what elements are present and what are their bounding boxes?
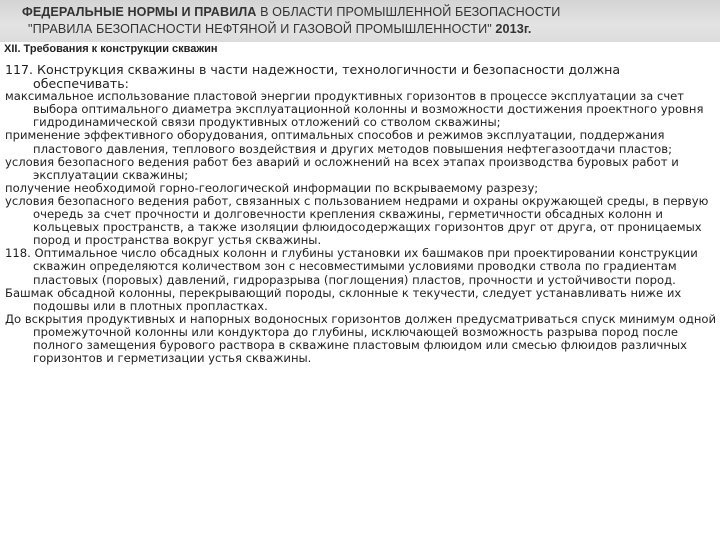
title-bold: ФЕДЕРАЛЬНЫЕ НОРМЫ И ПРАВИЛА xyxy=(22,5,257,19)
paragraph-item: условия безопасного ведения работ, связанных с пользованием недрами и охраны окружающей среды, в первую очередь за счет прочности и долговечности крепления скважины, герметичности обсадных колонн и кольцевых пространств, а также изоляции флюидосодержащих горизонтов друг от друга, от проницаемых пород и пространства вокруг устья скважины. xyxy=(5,193,709,248)
paragraph-117: 117. Конструкция скважины в части надежности, технологичности и безопасности должна обеспечивать: xyxy=(5,62,621,91)
document-body xyxy=(5,63,717,365)
title-rules-name: "ПРАВИЛА БЕЗОПАСНОСТИ НЕФТЯНОЙ И ГАЗОВОЙ ПРОМЫШЛЕННОСТИ" xyxy=(28,22,496,36)
paragraph-item: условия безопасного ведения работ без аварий и осложнений на всех этапах производства буровых работ и эксплуатации скважины; xyxy=(5,154,679,182)
paragraph-item: Башмак обсадной колонны, перекрывающий породы, склонные к текучести, следует устанавливать ниже их подошвы или в плотных пропластках. xyxy=(5,285,682,313)
paragraph-item: максимальное использование пластовой энергии продуктивных горизонтов в процессе эксплуатации за счет выбора оптимального диаметра эксплуатационной колонны и возможности достижения проектного уровня гидродинамической связи продуктивных отложений со стволом скважины; xyxy=(5,89,704,130)
paragraph-item: До вскрытия продуктивных и напорных водоносных горизонтов должен предусматриваться спуск минимум одной промежуточной колонны или кондуктора до глубины, исключающей возможность разрыва пород после полного замещения бурового раствора в скважине пластовым флюидом или смесью флюидов различных горизонтов и герметизации устья скважины. xyxy=(5,311,717,366)
title-rest: В ОБЛАСТИ ПРОМЫШЛЕННОЙ БЕЗОПАСНОСТИ xyxy=(256,5,561,19)
title-bar xyxy=(0,0,720,42)
paragraph-item: применение эффективного оборудования, оптимальных способов и режимов эксплуатации, поддержания пластового давления, теплового воздействия и других методов повышения нефтегазоотдачи пластов; xyxy=(5,128,672,156)
page-title xyxy=(22,4,712,38)
section-heading: XII. Требования к конструкции скважин xyxy=(4,43,218,55)
paragraph-item: получение необходимой горно-геологической информации по вскрываемому разрезу; xyxy=(5,180,539,195)
paragraph-118: 118. Оптимальное число обсадных колонн и глубины установки их башмаков при проектировании конструкции скважин определяются количеством зон с несовместимыми условиями проводки ствола по градиентам пластовых (поровых) давлений, гидроразрыва (поглощения) пластов, прочности и устойчивости пород. xyxy=(5,246,698,287)
title-line-2 xyxy=(22,21,712,38)
title-line-1 xyxy=(22,4,712,21)
title-year: 2013г. xyxy=(495,22,532,36)
